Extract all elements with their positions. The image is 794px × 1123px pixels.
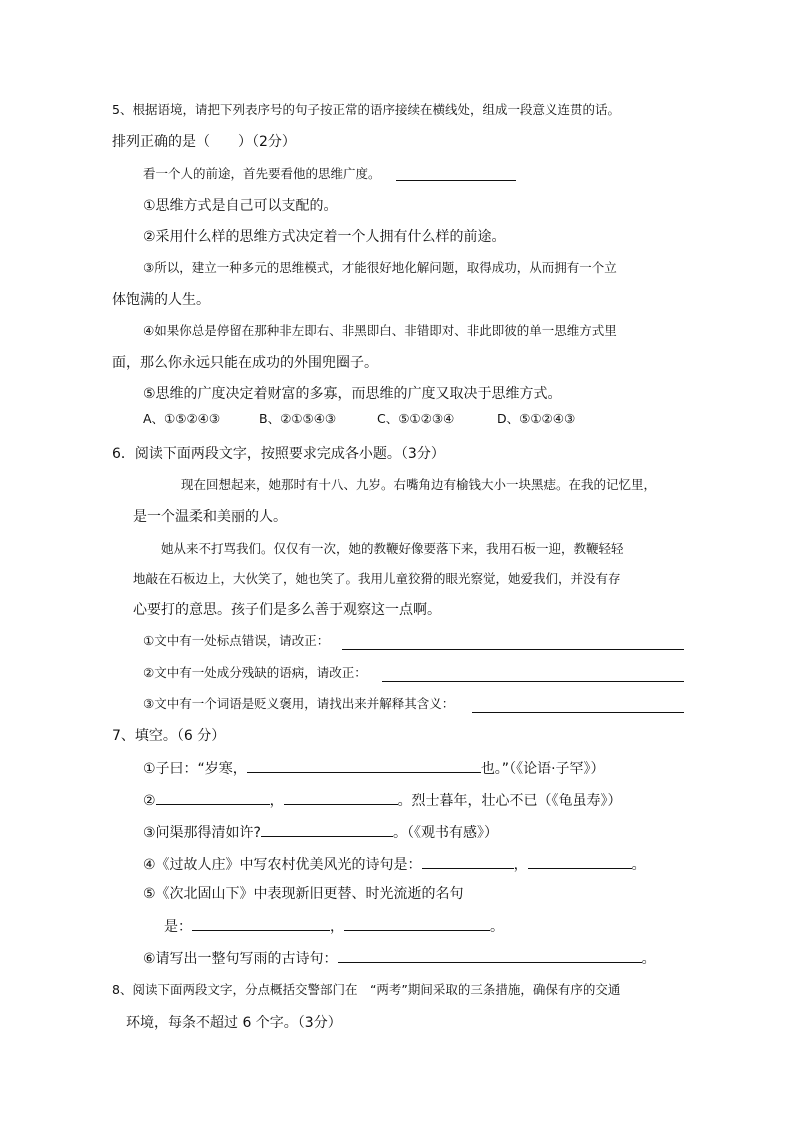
q6-paragraph-2-line-1: 她从来不打骂我们。仅仅有一次，她的教鞭好像要落下来，我用石板一迎，教鞭轻轻 (161, 541, 624, 556)
q6-sub-question-3: ③文中有一个词语是贬义褒用，请找出来并解释其含义： (143, 696, 455, 711)
q5-lead-sentence: 看一个人的前途，首先要看他的思维广度。 (143, 166, 381, 181)
q6-sub-question-2: ②文中有一处成分残缺的语病，请改正： (143, 665, 367, 680)
q7-blank-4a[interactable] (422, 856, 514, 869)
q7-line-1 (143, 760, 605, 776)
q7-line-4-prefix: ④《过故人庄》中写农村优美风光的诗句是： (143, 857, 422, 873)
q7-line-6-suffix: 。 (641, 951, 656, 967)
q5-stem-line-1: 5、根据语境，请把下列表序号的句子按正常的语序接续在横线处，组成一段意义连贯的话。 (112, 102, 620, 117)
q7-line-1-suffix: 也。”（《论语·子罕》） (480, 761, 605, 777)
q7-line-5-suffix: 。 (490, 919, 504, 935)
q7-blank-3[interactable] (261, 824, 393, 837)
q7-line-3-suffix: 。（《观书有感》） (392, 825, 498, 841)
q6-paragraph-2-line-2: 地敲在石板边上，大伙笑了，她也笑了。我用儿童狡猾的眼光察觉，她爱我们，并没有存 (133, 571, 621, 586)
q6-answer-blank-3[interactable] (472, 712, 684, 713)
q7-line-3 (143, 824, 498, 840)
q7-line-2-prefix: ② (143, 793, 156, 809)
q6-answer-blank-2[interactable] (382, 681, 684, 682)
q7-line-6 (143, 950, 656, 966)
q7-stem: 7、填空。（6 分） (112, 728, 226, 744)
q7-blank-1[interactable] (247, 760, 481, 773)
q6-answer-blank-1[interactable] (342, 649, 684, 650)
q7-line-4 (143, 856, 646, 872)
q5-sentence-2: ②采用什么样的思维方式决定着一个人拥有什么样的前途。 (143, 229, 506, 245)
q5-option-a[interactable]: A、①⑤②④③ (143, 411, 221, 426)
q5-sentence-3-line-1: ③所以，建立一种多元的思维模式，才能很好地化解问题，取得成功，从而拥有一个立 (143, 260, 617, 275)
q6-stem: 6．阅读下面两段文字，按照要求完成各小题。（3分） (112, 446, 445, 462)
q8-stem-line-2: 环境，每条不超过 6 个字。（3分） (126, 1015, 342, 1031)
q5-sentence-1: ①思维方式是自己可以支配的。 (143, 198, 338, 214)
q7-line-2 (143, 792, 622, 808)
q7-line-1-prefix: ①子曰：“岁寒， (143, 761, 247, 777)
q6-paragraph-1-line-1: 现在回想起来，她那时有十八、九岁。右嘴角边有榆钱大小一块黑痣。在我的记忆里， (181, 477, 657, 492)
q5-option-b[interactable]: B、②①⑤④③ (259, 411, 337, 426)
q6-sub-question-1: ①文中有一处标点错误，请改正： (143, 633, 330, 648)
q7-blank-5a[interactable] (192, 918, 330, 931)
q7-blank-5b[interactable] (344, 918, 490, 931)
q5-answer-blank[interactable] (396, 180, 516, 181)
q7-line-2-comma: ， (269, 793, 284, 809)
q5-sentence-3-line-2: 体饱满的人生。 (112, 292, 210, 308)
q7-blank-2b[interactable] (284, 792, 398, 805)
q5-option-d[interactable]: D、⑤①②④③ (497, 411, 576, 426)
q7-line-5: ⑤《次北固山下》中表现新旧更替、时光流逝的名句 (143, 886, 464, 902)
q6-paragraph-2-line-3: 心要打的意思。孩子们是多么善于观察这一点啊。 (133, 602, 441, 618)
q7-line-5-continued (164, 918, 504, 934)
q5-option-c[interactable]: C、⑤①②③④ (377, 411, 455, 426)
q7-line-6-prefix: ⑥请写出一整句写雨的古诗句： (143, 951, 338, 967)
q7-line-5-prefix: 是： (164, 919, 192, 935)
q7-line-5-comma: ， (330, 919, 344, 935)
q5-sentence-5: ⑤思维的广度决定着财富的多寡，而思维的广度又取决于思维方式。 (143, 386, 562, 402)
q7-line-3-prefix: ③问渠那得清如许? (143, 825, 261, 841)
q5-sentence-4-line-1: ④如果你总是停留在那种非左即右、非黑即白、非错即对、非此即彼的单一思维方式里 (143, 323, 617, 338)
q5-stem-line-2: 排列正确的是（ ）（2分） (112, 134, 296, 150)
q7-line-4-comma: ， (513, 857, 528, 873)
q7-line-4-suffix: 。 (631, 857, 646, 873)
q7-blank-6[interactable] (338, 950, 642, 963)
q7-blank-4b[interactable] (528, 856, 632, 869)
q7-line-2-suffix: 。烈士暮年，壮心不已（《龟虽寿》） (397, 793, 622, 809)
q8-stem-line-1: 8、阅读下面两段文字，分点概括交警部门在 “两考”期间采取的三条措施，确保有序的交通 (112, 982, 621, 997)
q6-paragraph-1-line-2: 是一个温柔和美丽的人。 (133, 509, 287, 525)
q7-blank-2a[interactable] (156, 792, 270, 805)
q5-sentence-4-line-2: 面，那么你永远只能在成功的外围兜圈子。 (112, 355, 378, 371)
